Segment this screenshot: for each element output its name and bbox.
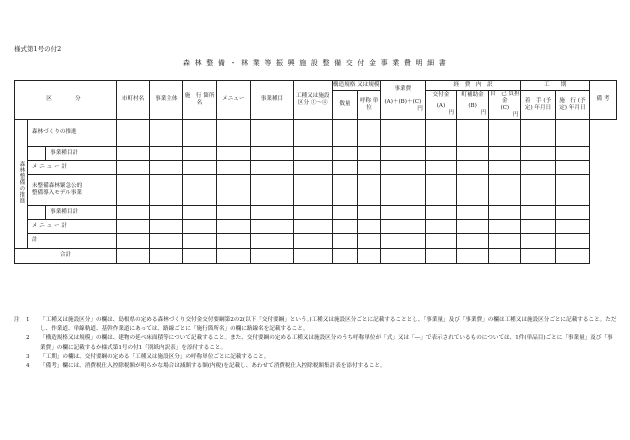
cost-breakdown-table [14, 80, 617, 264]
row-type-total-1: 事業種目計 [46, 146, 117, 160]
footnote-item [14, 353, 618, 362]
row-grand-total: 合計 [15, 248, 117, 263]
footnote-item [14, 362, 618, 371]
table-row [15, 174, 617, 205]
table-row [15, 160, 617, 174]
header-self-code: (C) [500, 104, 510, 111]
form-number: 様式第1号の付2 [14, 45, 62, 53]
header-town-code: (B) [468, 103, 477, 110]
header-location: 施 行 箇所名 [183, 81, 216, 120]
footnote-item [14, 334, 618, 352]
header-municipality: 市町村名 [116, 81, 149, 120]
footnote-number: 1 [26, 317, 30, 323]
header-town-unit: 円 [480, 110, 487, 117]
footnote-number: 2 [26, 335, 30, 342]
header-period: 工 期 [521, 81, 590, 91]
header-cost-label: 事業費 [394, 86, 412, 93]
footnote-item [14, 316, 618, 334]
header-breakdown: 経 費 内 訳 [425, 81, 520, 91]
header-start: 着 手 (予定) 年月日 [521, 91, 555, 120]
row-type-total-2: 事業種目計 [46, 205, 117, 219]
header-menu: メニュー [216, 81, 250, 120]
row-forest-creation: 森林づくりの推進 [27, 119, 116, 146]
header-kubun: 区 分 [15, 81, 117, 120]
header-category: 工種又は施設区分 ①～④ [293, 81, 332, 120]
header-grant-label: 交付金 [432, 92, 450, 99]
row-menu-total-2: メ ニ ュ ー 計 [27, 219, 116, 233]
header-town-label: 町補助金 [461, 92, 484, 99]
footnote-lead: 注 [14, 317, 20, 323]
row-model-line2: 整備導入モデル事業 [31, 189, 82, 196]
footnote-text: 「工期」の欄は、交付要綱の定める「工種又は施設区分」の呼称単位ごとに記載すること。 [40, 353, 270, 360]
header-cost-formula: (A)＋(B)＋(C) [384, 99, 422, 106]
footnote-text: 「構造規格又は規模」の欄は、建物の延べ床面積等について記載すること。また、交付要綱の定める工種又は施設区分のうち呼称単位が「式」又は「―」で表示されているものについては、1件(単品目)ごとに「事業量」及び「事業費」の欄に記載するか様式第1号の付1「別紙内訳表」を添付すること。 [40, 335, 613, 351]
header-entity: 事業主体 [150, 81, 183, 120]
header-finish: 施 行 (予定) 年月日 [555, 91, 589, 120]
group-vertical-label: 森林整備の推進 [18, 161, 25, 204]
footnote-number: 3 [26, 353, 30, 360]
header-grant [425, 91, 456, 120]
table-row [15, 205, 617, 219]
header-row-1 [15, 81, 617, 91]
footnote-number: 4 [26, 363, 30, 370]
header-cost [380, 81, 425, 120]
header-quantity: 数量 [332, 91, 358, 120]
footnote-text: 「備考」欄には、消費税仕入控除税額が明らかな場合は減額する額(内税)を記載し、あわせて消費税仕入控除税額集計表を添付すること。 [40, 363, 386, 370]
document-title: 森 林 整 備 ・ 林 業 等 振 興 施 設 整 備 交 付 金 事 業 費 明 細 書 [183, 59, 447, 67]
header-self-unit: 円 [512, 111, 519, 118]
table-row [15, 119, 617, 146]
header-grant-code: (A) [436, 103, 446, 110]
table-row [15, 219, 617, 233]
table-row [15, 146, 617, 160]
table-row [15, 248, 617, 263]
row-model-line1: 未整備森林緊急公的 [31, 182, 83, 189]
row-model-project [27, 174, 116, 205]
header-type: 事業種目 [251, 81, 294, 120]
table-row [15, 233, 617, 248]
header-cost-unit: 円 [417, 106, 423, 113]
header-self [489, 91, 521, 120]
group-vertical-cell [15, 119, 28, 248]
footnote-text: 「工種又は施設区分」の欄は、島根県の定める森林づくり交付金交付要綱第2の2(以下「交付要綱」という。)工種又は施設区分ごとに記載することとし、「事業量」及び「事業費」の欄は工種又は施設区分ごとに記載すること。ただし、作業道、単線軌道、基幹作業道にあっては、路線ごとに「施行箇所名」の欄に路線名を記載すること。 [40, 317, 617, 333]
header-self-label: 自 己 負担金 [489, 91, 520, 104]
row-total: 計 [27, 233, 116, 248]
header-structure: 構造規格 又は規模 [332, 81, 380, 91]
header-grant-unit: 円 [448, 110, 454, 117]
header-unit-name: 呼称 単位 [358, 91, 381, 120]
row-menu-total-1: メ ニ ュ ー 計 [27, 160, 116, 174]
footnotes [14, 316, 618, 371]
header-remarks: 備 考 [590, 81, 617, 120]
header-town-aid [457, 91, 489, 120]
